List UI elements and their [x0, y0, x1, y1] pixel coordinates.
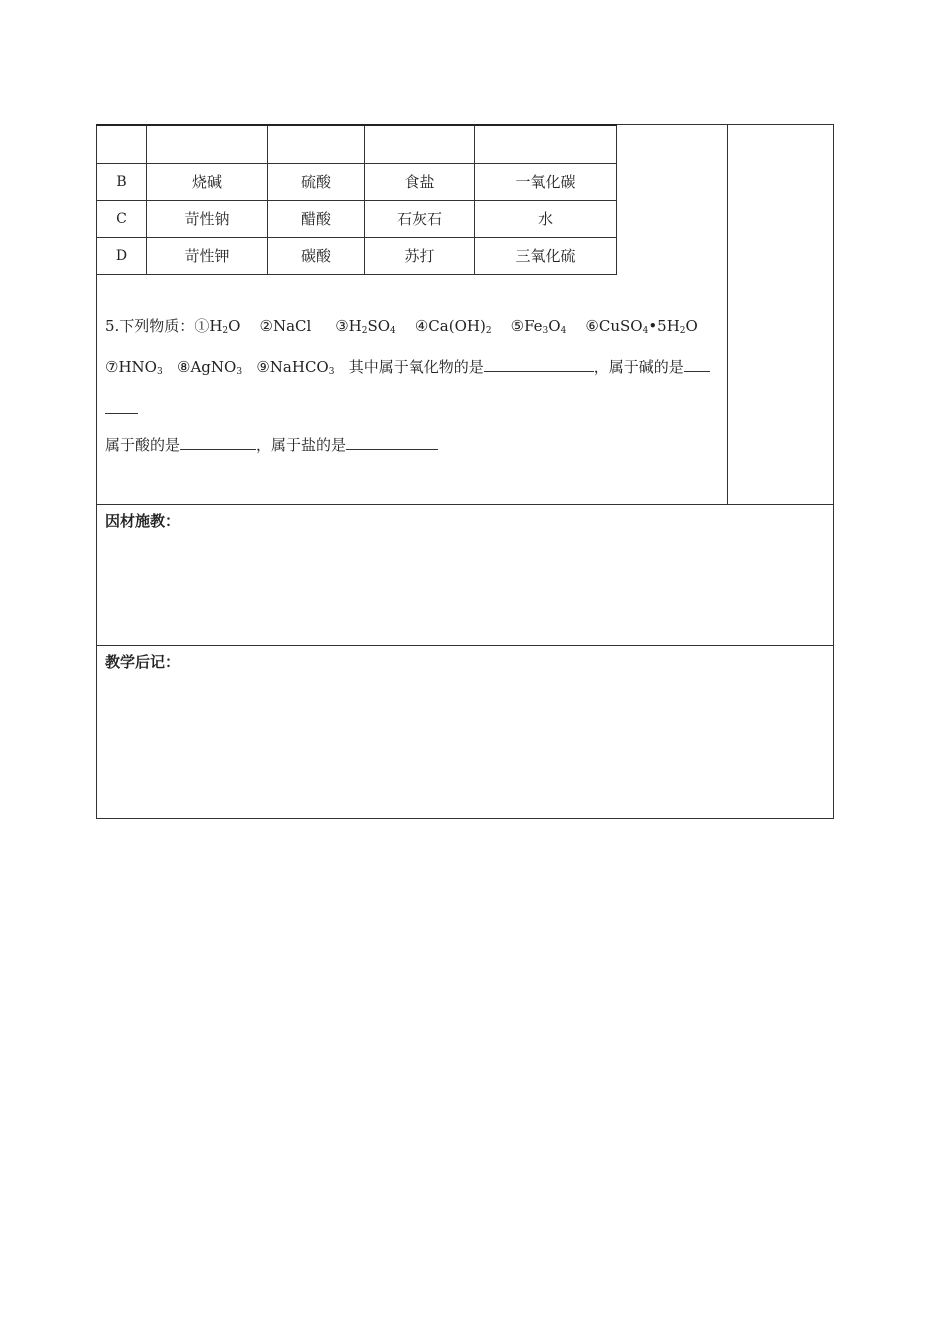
option-cell [147, 125, 268, 163]
salt-prompt: ，属于盐的是 [256, 436, 347, 454]
table-row [97, 125, 617, 163]
option-cell: 醋酸 [268, 200, 365, 237]
option-letter: C [97, 200, 147, 237]
teaching-postscript-title: 教学后记： [105, 653, 181, 671]
question5-line3 [105, 435, 438, 455]
options-table [96, 124, 617, 275]
option-cell: 苛性钾 [147, 237, 268, 274]
section-divider-adaptive [96, 504, 834, 505]
option-cell: 硫酸 [268, 163, 365, 200]
question5-intro: 5.下列物质： [105, 317, 195, 335]
substance-4: $④Ca(OH)_2$ [414, 317, 492, 336]
salt-answer-blank[interactable] [346, 435, 438, 450]
option-cell: 石灰石 [365, 200, 475, 237]
base-answer-blank[interactable] [684, 357, 710, 372]
right-column-divider [727, 124, 728, 505]
acid-prompt: 属于酸的是 [105, 436, 181, 454]
table-row [97, 163, 617, 200]
acid-answer-blank[interactable] [180, 435, 256, 450]
substance-5: $⑤Fe_3O_4$ [510, 317, 567, 336]
option-cell: 三氧化硫 [475, 237, 617, 274]
option-cell: 烧碱 [147, 163, 268, 200]
substance-3: $③H_2SO_4$ [335, 317, 396, 336]
question5-line2 [105, 357, 710, 382]
oxide-prompt: 其中属于氧化物的是 [348, 358, 484, 376]
section-divider-postscript [96, 645, 834, 646]
option-cell: 苏打 [365, 237, 475, 274]
substance-9: ⑨NaHCO$_3$ [256, 358, 335, 377]
question5-line1 [105, 316, 698, 341]
table-row [97, 200, 617, 237]
option-cell [475, 125, 617, 163]
option-letter: D [97, 237, 147, 274]
substance-6: $⑥CuSO_4•5H_2O$ [585, 317, 698, 336]
table-row [97, 237, 617, 274]
option-letter: B [97, 163, 147, 200]
substance-2: ②NaCl [259, 317, 312, 335]
option-cell [268, 125, 365, 163]
option-cell: 食盐 [365, 163, 475, 200]
option-cell [365, 125, 475, 163]
option-cell: 一氧化碳 [475, 163, 617, 200]
option-letter [97, 125, 147, 163]
option-cell: 苛性钠 [147, 200, 268, 237]
substance-1: $①H_2O$ [194, 317, 241, 336]
base-answer-blank-continued[interactable] [105, 399, 138, 414]
oxide-answer-blank[interactable] [484, 357, 594, 372]
adaptive-teaching-title: 因材施教： [105, 512, 181, 530]
substance-8: ⑧AgNO$_3$ [177, 358, 243, 377]
option-cell: 水 [475, 200, 617, 237]
base-prompt: ，属于碱的是 [593, 358, 684, 376]
substance-7: $⑦HNO_3$ [105, 358, 163, 377]
option-cell: 碳酸 [268, 237, 365, 274]
